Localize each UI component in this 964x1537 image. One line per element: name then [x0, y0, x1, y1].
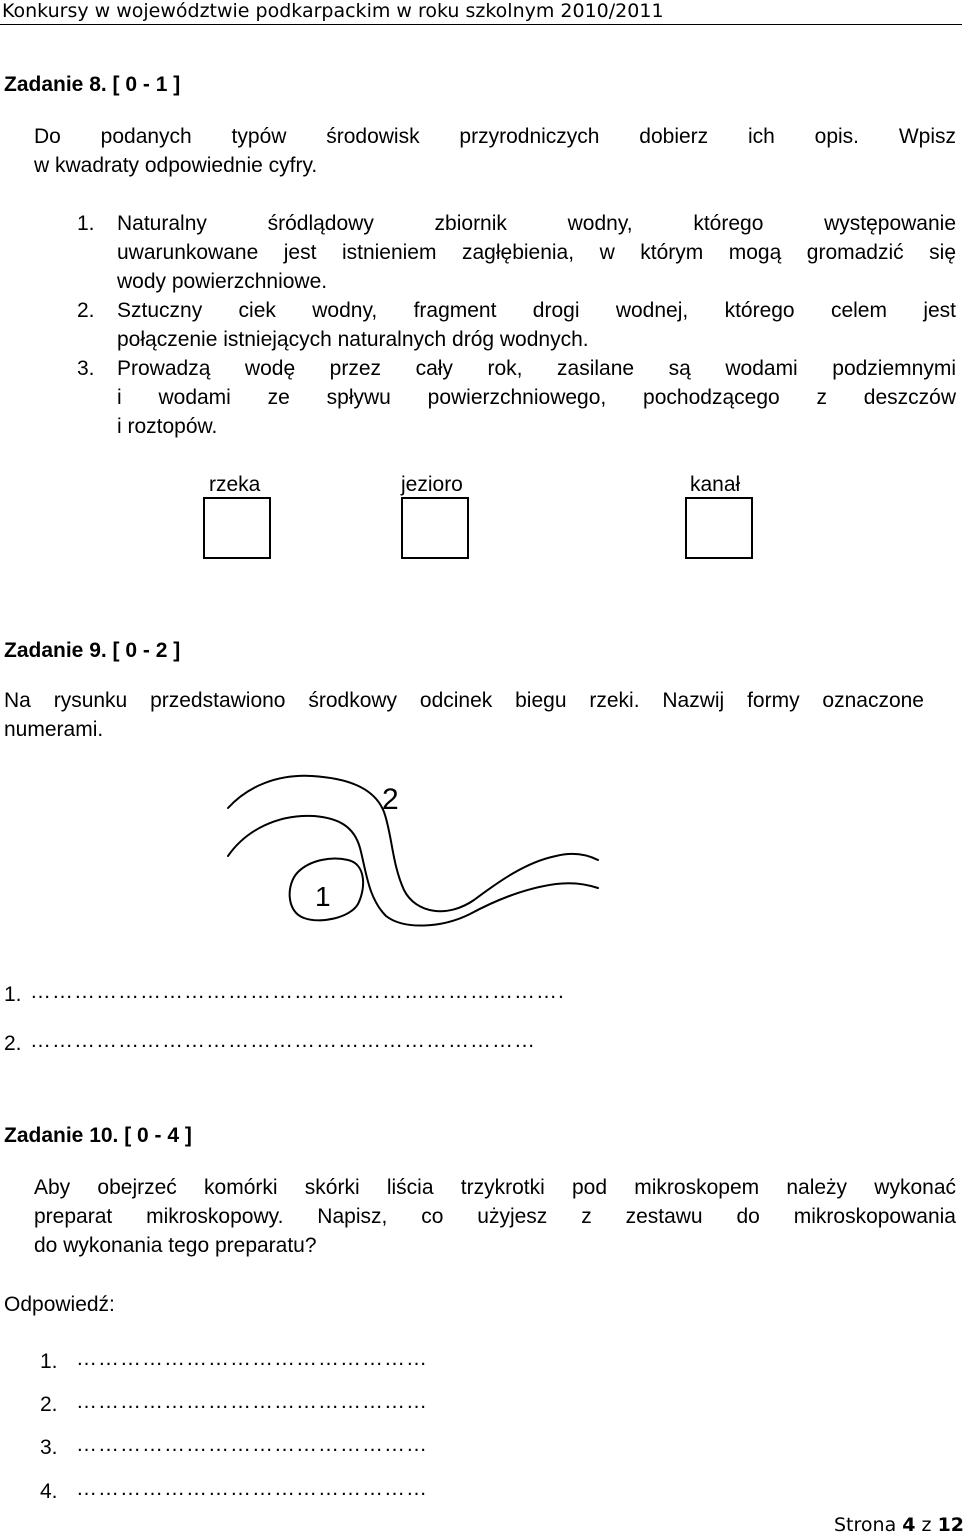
task10-answer3-number: 3. — [40, 1436, 58, 1459]
task10-answer2-number: 2. — [40, 1393, 58, 1416]
task8-item1-line2: uwarunkowane jest istnieniem zagłębienia, w którym mogą gromadzić się — [117, 241, 956, 264]
river-meander-drawing — [226, 768, 602, 928]
task10-answer2-field[interactable]: ………………………………………… — [76, 1390, 428, 1413]
task10-intro-line2: preparat mikroskopowy. Napisz, co użyjesz z zestawu do mikroskopowania — [34, 1205, 956, 1228]
answer-box-kanal[interactable] — [685, 497, 753, 559]
task8-item1-number: 1. — [77, 212, 95, 235]
task9-answer1-field[interactable]: ………………………………………………………………. — [30, 980, 565, 1003]
page-number-current: 4 — [902, 1514, 916, 1536]
task9-answer1-number: 1. — [4, 983, 22, 1006]
page-number-total: 12 — [937, 1514, 964, 1536]
label-kanal: kanał — [690, 473, 741, 496]
task8-item2-line1: Sztuczny ciek wodny, fragment drogi wodnej, którego celem jest — [117, 299, 956, 322]
figure-label-1: 1 — [315, 881, 331, 912]
task10-intro-line1: Aby obejrzeć komórki skórki liścia trzykrotki pod mikroskopem należy wykonać — [34, 1176, 956, 1199]
task9-answer2-number: 2. — [4, 1032, 22, 1055]
task10-title: Zadanie 10. [ 0 - 4 ] — [4, 1124, 192, 1147]
label-jezioro: jezioro — [401, 473, 463, 496]
task8-title: Zadanie 8. [ 0 - 1 ] — [4, 73, 181, 96]
task8-intro-line2: w kwadraty odpowiednie cyfry. — [34, 154, 318, 177]
task10-intro-line3: do wykonania tego preparatu? — [34, 1234, 317, 1257]
task8-intro-line1: Do podanych typów środowisk przyrodniczych dobierz ich opis. Wpisz — [34, 125, 956, 148]
page-header: Konkursy w województwie podkarpackim w roku szkolnym 2010/2011 — [0, 0, 962, 25]
task10-answer4-number: 4. — [40, 1480, 58, 1503]
answer-label: Odpowiedź: — [4, 1293, 115, 1316]
task8-item3-line3: i roztopów. — [117, 415, 218, 438]
label-rzeka: rzeka — [209, 473, 261, 496]
task9-intro-line1: Na rysunku przedstawiono środkowy odcinek biegu rzeki. Nazwij formy oznaczone — [4, 689, 924, 712]
task8-item1-line3: wody powierzchniowe. — [117, 270, 328, 293]
answer-box-jezioro[interactable] — [401, 497, 469, 559]
task9-answer2-field[interactable]: …………………………………………………………… — [30, 1029, 536, 1052]
task8-item3-line2: i wodami ze spływu powierzchniowego, pochodzącego z deszczów — [117, 386, 956, 409]
answer-box-rzeka[interactable] — [203, 497, 271, 559]
task8-item2-number: 2. — [77, 299, 95, 322]
page-number-separator: z — [921, 1514, 932, 1536]
task8-item3-line1: Prowadzą wodę przez cały rok, zasilane są wodami podziemnymi — [117, 357, 956, 380]
task8-item2-line2: połączenie istniejących naturalnych dróg wodnych. — [117, 328, 589, 351]
task10-answer1-field[interactable]: ………………………………………… — [76, 1347, 428, 1370]
task10-answer1-number: 1. — [40, 1350, 58, 1373]
page-number — [834, 1514, 964, 1536]
task8-item1-line1: Naturalny śródlądowy zbiornik wodny, którego występowanie — [117, 212, 956, 235]
task9-title: Zadanie 9. [ 0 - 2 ] — [4, 639, 181, 662]
figure-label-2: 2 — [382, 783, 399, 816]
task10-answer4-field[interactable]: ………………………………………… — [76, 1477, 428, 1500]
page-number-prefix: Strona — [834, 1514, 897, 1536]
task10-answer3-field[interactable]: ………………………………………… — [76, 1433, 428, 1456]
task9-intro-line2: numerami. — [4, 718, 104, 741]
task8-item3-number: 3. — [77, 357, 95, 380]
